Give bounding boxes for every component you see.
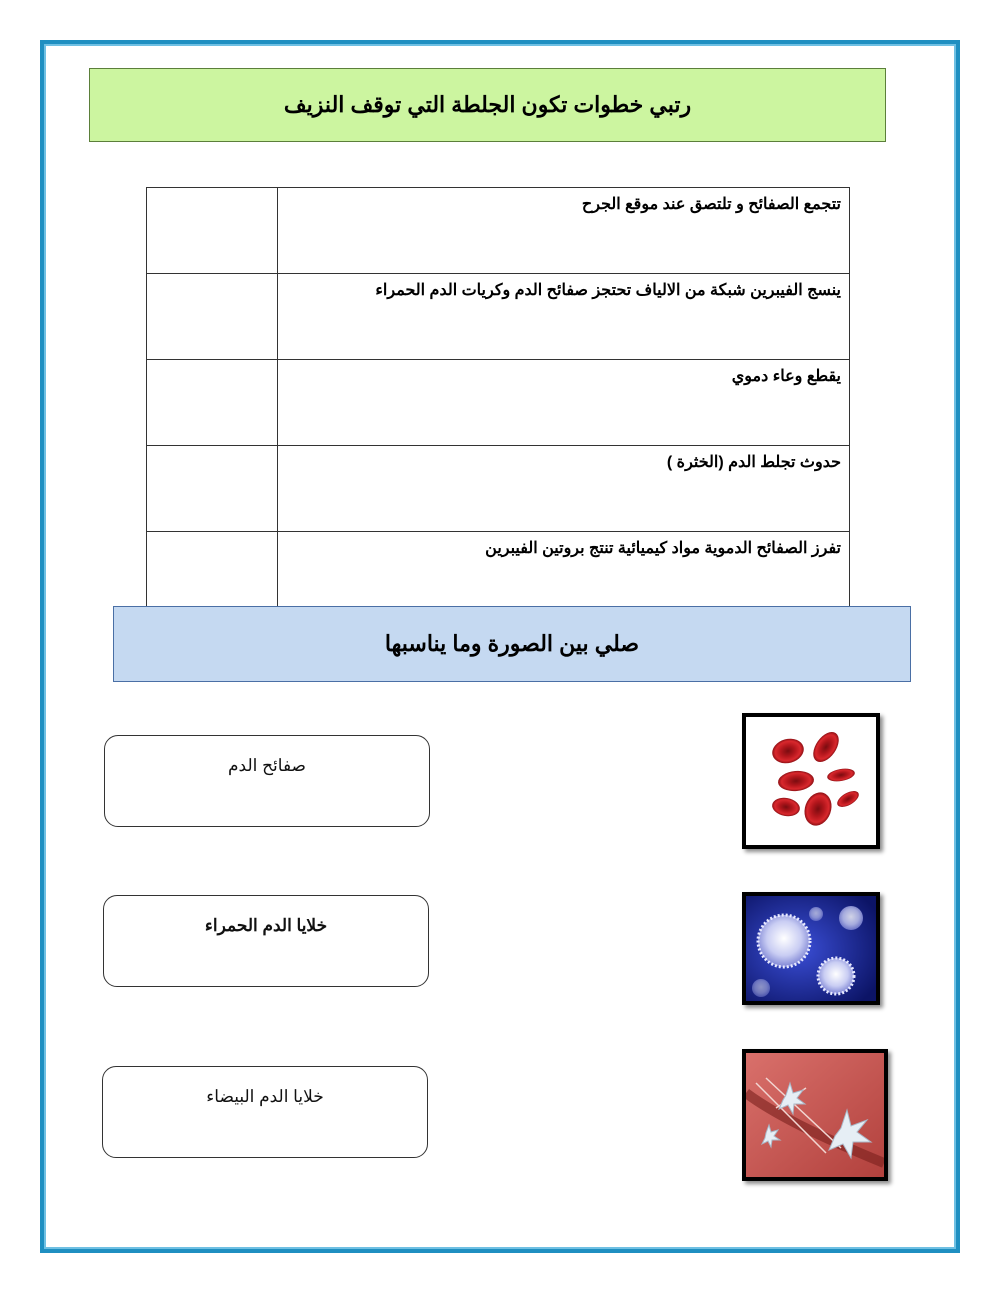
red-blood-cells-icon [746,717,876,845]
label-text: خلايا الدم البيضاء [206,1087,324,1106]
white-blood-cells-image[interactable] [742,892,880,1005]
label-text: خلايا الدم الحمراء [204,916,328,935]
white-blood-cells-icon [746,896,876,1001]
table-row [147,360,850,446]
step-text: ينسج الفيبرين شبكة من الالياف تحتجز صفائح الدم وكريات الدم الحمراء [278,274,850,360]
table-row [147,274,850,360]
step-text: يقطع وعاء دموي [278,360,850,446]
label-box-red-cells[interactable] [103,895,429,987]
order-answer-cell[interactable] [147,274,278,360]
order-answer-cell[interactable] [147,446,278,532]
matching-title: صلي بين الصورة وما يناسبها [113,606,911,682]
step-text: حدوث تجلط الدم (الخثرة ) [278,446,850,532]
table-row [147,446,850,532]
table-row [147,532,850,618]
order-answer-cell[interactable] [147,188,278,274]
red-blood-cells-image[interactable] [742,713,880,849]
label-box-platelets[interactable] [104,735,430,827]
order-answer-cell[interactable] [147,360,278,446]
steps-table [146,187,850,618]
order-answer-cell[interactable] [147,532,278,618]
platelets-image[interactable] [742,1049,888,1181]
step-text: تفرز الصفائح الدموية مواد كيميائية تنتج بروتين الفيبرين [278,532,850,618]
step-text: تتجمع الصفائح و تلتصق عند موقع الجرح [278,188,850,274]
table-row [147,188,850,274]
platelets-icon [746,1053,884,1177]
label-box-white-cells[interactable] [102,1066,428,1158]
worksheet-title: رتبي خطوات تكون الجلطة التي توقف النزيف [89,68,886,142]
label-text: صفائح الدم [228,756,306,775]
